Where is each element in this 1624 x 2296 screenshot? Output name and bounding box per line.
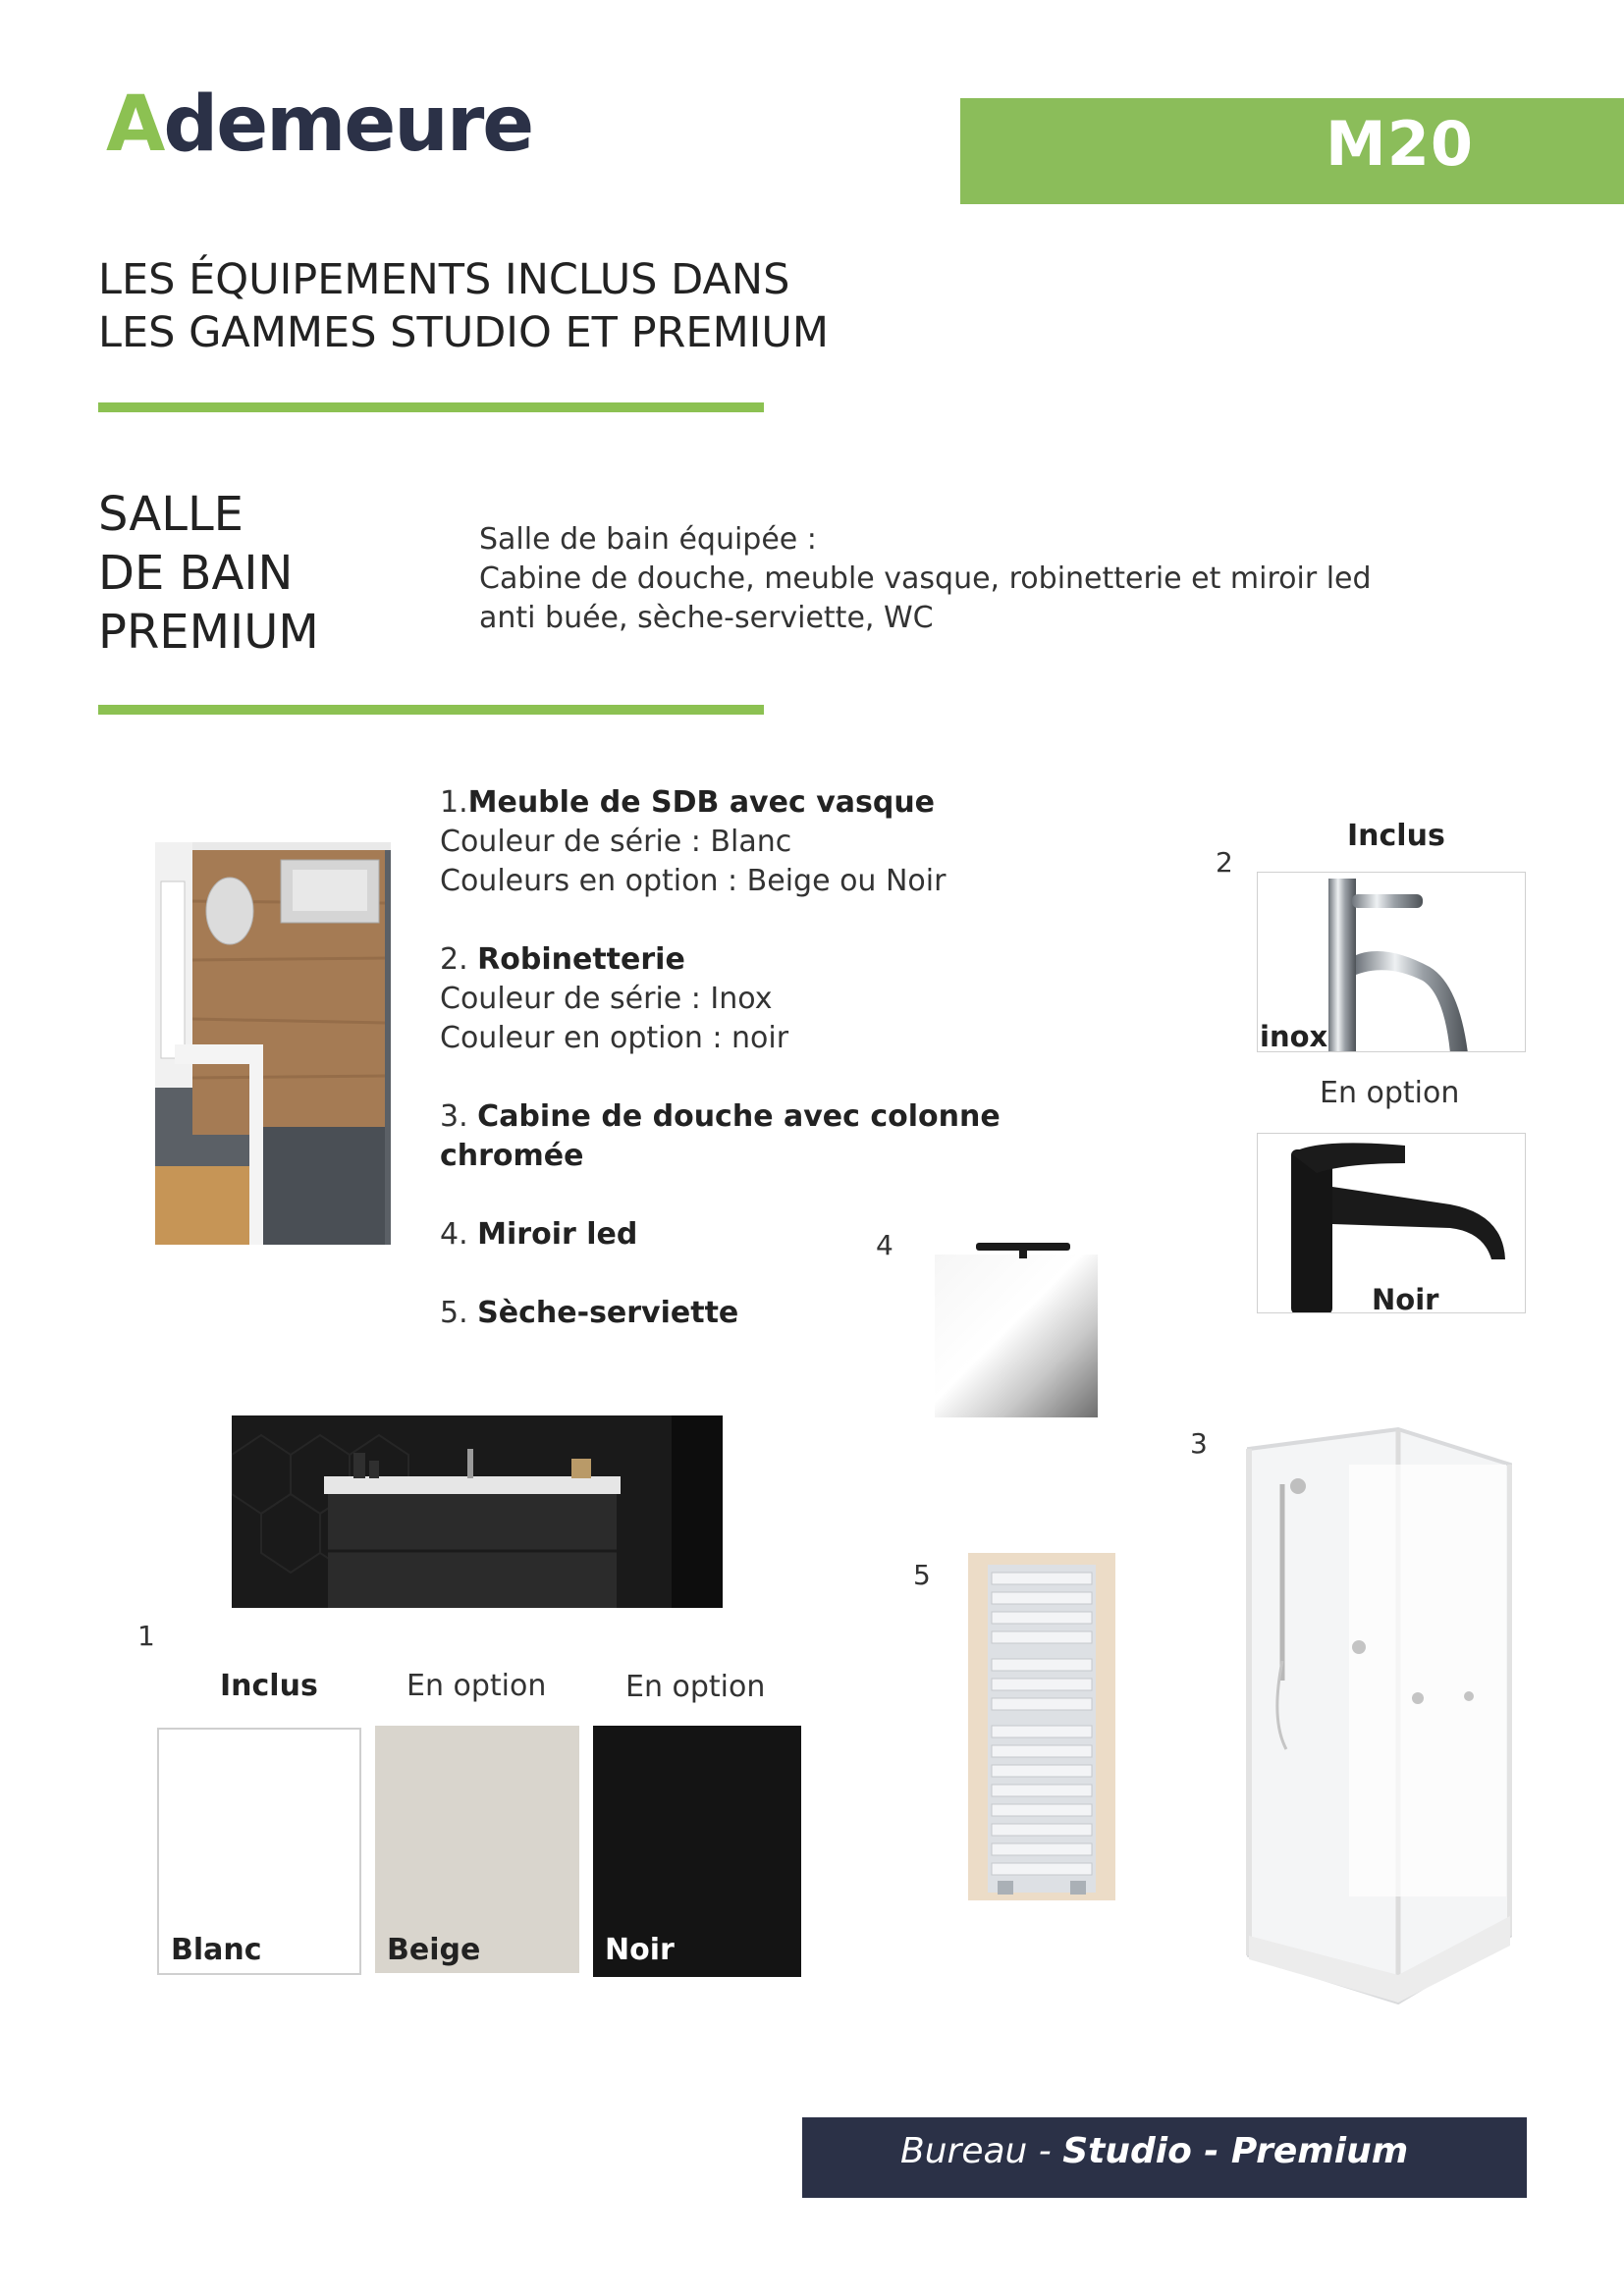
number-2: 2 (1216, 846, 1233, 879)
section-line-1: SALLE (98, 487, 244, 542)
item-1-number: 1. (440, 785, 468, 820)
footer-range-part-1: Bureau - (900, 2131, 1063, 2171)
item-2-number: 2. (440, 942, 478, 977)
item-5-number: 5. (440, 1296, 478, 1330)
item-3 (440, 1097, 1147, 1176)
swatch-option-label-1: En option (406, 1669, 547, 1703)
faucet-noir-image (1257, 1133, 1526, 1313)
number-4: 4 (876, 1229, 893, 1261)
bathroom-floorplan-image (155, 842, 391, 1245)
model-code: M20 (1326, 108, 1474, 180)
swatch-noir-label: Noir (605, 1933, 675, 1967)
logo-text: demeure (163, 80, 533, 169)
towel-dryer-image (968, 1553, 1115, 1900)
item-4-title: Miroir led (477, 1217, 638, 1252)
item-3-title: Cabine de douche avec colonne chromée (440, 1099, 1001, 1173)
title-line-1: LES ÉQUIPEMENTS INCLUS DANS (98, 255, 790, 304)
model-banner (960, 98, 1624, 204)
item-1-title: Meuble de SDB avec vasque (467, 785, 936, 820)
page-title (98, 253, 829, 359)
faucet-noir-name: Noir (1372, 1283, 1439, 1313)
footer-range-banner (802, 2117, 1527, 2198)
section-line-2: DE BAIN (98, 546, 294, 601)
footer-range-part-2: Studio - Premium (1062, 2131, 1409, 2171)
brand-logo (106, 80, 533, 169)
title-divider (98, 402, 764, 412)
item-1-line-1: Couleur de série : Blanc (440, 825, 792, 859)
number-5: 5 (913, 1559, 931, 1591)
swatch-beige (375, 1726, 579, 1973)
faucet-inox-image (1257, 872, 1526, 1052)
item-1 (440, 783, 1147, 901)
faucet-included-label: Inclus (1347, 819, 1445, 853)
faucet-inox-name: inox (1260, 1020, 1328, 1052)
number-1: 1 (137, 1620, 155, 1652)
intro-line-1: Salle de bain équipée : (479, 522, 817, 557)
logo-letter-a: A (106, 80, 164, 169)
section-intro (479, 520, 1422, 638)
item-2 (440, 940, 1147, 1058)
item-2-title: Robinetterie (477, 942, 685, 977)
intro-line-2: Cabine de douche, meuble vasque, robinetterie et miroir led (479, 561, 1372, 596)
number-3: 3 (1190, 1427, 1208, 1460)
section-line-3: PREMIUM (98, 605, 319, 660)
item-3-number: 3. (440, 1099, 478, 1134)
title-line-2: LES GAMMES STUDIO ET PREMIUM (98, 308, 829, 357)
item-1-line-2: Couleurs en option : Beige ou Noir (440, 864, 947, 898)
section-heading (98, 485, 319, 662)
swatch-included-label: Inclus (220, 1669, 318, 1703)
swatch-blanc (157, 1728, 361, 1975)
item-2-line-1: Couleur de série : Inox (440, 982, 773, 1016)
item-2-line-2: Couleur en option : noir (440, 1021, 789, 1055)
led-mirror-image (935, 1239, 1098, 1417)
faucet-option-label: En option (1320, 1076, 1460, 1110)
item-5-title: Sèche-serviette (477, 1296, 739, 1330)
section-divider (98, 705, 764, 715)
swatch-option-label-2: En option (625, 1670, 766, 1704)
swatch-beige-label: Beige (387, 1933, 481, 1967)
shower-cabin-image (1241, 1425, 1512, 2004)
swatch-blanc-label: Blanc (171, 1933, 262, 1967)
vanity-unit-image (232, 1415, 723, 1608)
item-4-number: 4. (440, 1217, 478, 1252)
swatch-noir (593, 1726, 801, 1977)
intro-line-3: anti buée, sèche-serviette, WC (479, 601, 934, 635)
